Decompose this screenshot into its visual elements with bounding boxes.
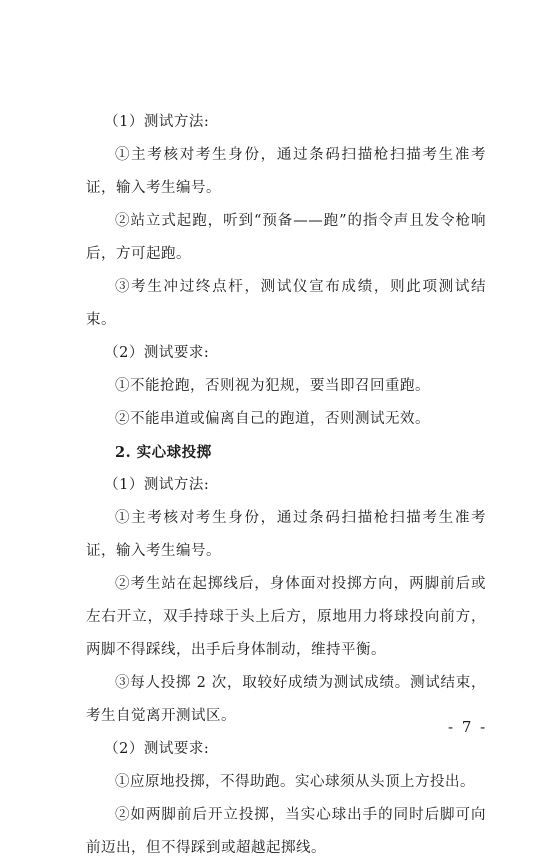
document-body bbox=[86, 106, 486, 865]
subsection-heading: （2）测试要求: bbox=[104, 345, 210, 361]
body-paragraph: ②考生站在起掷线后，身体面对投掷方向，两脚前后或左右开立，双手持球于头上后方，原地用力将球投向前方，两脚不得踩线，出手后身体制动，维持平衡。 bbox=[86, 576, 486, 658]
body-paragraph: ①主考核对考生身份，通过条码扫描枪扫描考生准考证，输入考生编号。 bbox=[86, 147, 486, 196]
body-paragraph: ②不能串道或偏离自己的跑道，否则测试无效。 bbox=[115, 411, 430, 427]
body-paragraph: ②如两脚前后开立投掷，当实心球出手的同时后脚可向前迈出，但不得踩到或超越起掷线。 bbox=[86, 807, 486, 856]
subsection-heading: （1）测试方法: bbox=[104, 477, 210, 493]
body-paragraph: ①不能抢跑，否则视为犯规，要当即召回重跑。 bbox=[115, 378, 430, 394]
body-paragraph: ③考生冲过终点杆，测试仪宣布成绩，则此项测试结束。 bbox=[86, 279, 486, 328]
subsection-heading: （2）测试要求: bbox=[104, 741, 210, 757]
body-paragraph: ③每人投掷 2 次，取较好成绩为测试成绩。测试结束，考生自觉离开测试区。 bbox=[86, 675, 486, 724]
body-paragraph: ①主考核对考生身份，通过条码扫描枪扫描考生准考证，输入考生编号。 bbox=[86, 510, 486, 559]
body-paragraph: ①应原地投掷，不得助跑。实心球须从头顶上方投出。 bbox=[115, 774, 475, 790]
subsection-heading: （1）测试方法: bbox=[104, 114, 210, 130]
body-paragraph: ②站立式起跑，听到“预备——跑”的指令声且发令枪响后，方可起跑。 bbox=[86, 213, 486, 262]
section-heading: 2. 实心球投掷 bbox=[115, 444, 212, 461]
page-number: - 7 - bbox=[448, 718, 488, 736]
